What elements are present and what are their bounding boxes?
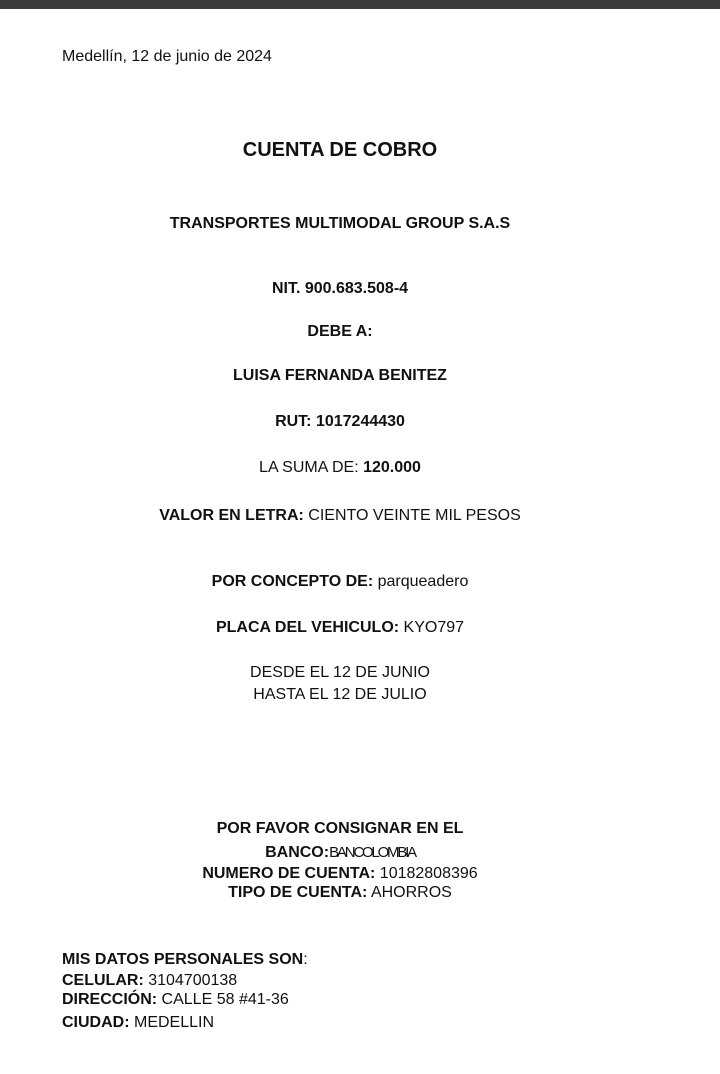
account-label: NUMERO DE CUENTA: xyxy=(202,865,376,882)
phone-label: CELULAR: xyxy=(62,972,144,989)
city-label: CIUDAD: xyxy=(62,1014,130,1031)
creditor-name: LUISA FERNANDA BENITEZ xyxy=(233,367,447,384)
personal-heading-suffix: : xyxy=(303,951,308,968)
period-to: HASTA EL 12 DE JULIO xyxy=(253,686,427,703)
account-type-line xyxy=(0,883,680,903)
amount-words-value: CIENTO VEINTE MIL PESOS xyxy=(303,507,521,524)
amount-words-line xyxy=(0,506,680,526)
bank-value: BANCOLOMBIA xyxy=(329,844,415,861)
account-type-value: AHORROS xyxy=(367,884,452,901)
plate-value: KYO797 xyxy=(399,619,465,636)
payment-intro: POR FAVOR CONSIGNAR EN EL xyxy=(216,820,464,837)
top-bar xyxy=(0,0,720,9)
plate-line xyxy=(0,618,680,638)
account-type-label: TIPO DE CUENTA: xyxy=(228,884,368,901)
account-value: 10182808396 xyxy=(375,865,478,882)
address-label: DIRECCIÓN: xyxy=(62,991,158,1008)
amount-words-label: VALOR EN LETRA: xyxy=(159,507,304,524)
amount-value: 120.000 xyxy=(363,459,421,476)
phone-value: 3104700138 xyxy=(143,972,238,989)
city-value: MEDELLIN xyxy=(129,1014,215,1031)
place-date: Medellín, 12 de junio de 2024 xyxy=(62,48,272,65)
document-title: CUENTA DE COBRO xyxy=(242,139,438,161)
plate-label: PLACA DEL VEHICULO: xyxy=(215,619,400,636)
company-nit: NIT. 900.683.508-4 xyxy=(271,280,409,297)
bank-line xyxy=(0,843,680,863)
amount-line xyxy=(0,458,680,478)
bank-label: BANCO: xyxy=(265,844,330,861)
address-line xyxy=(62,990,289,1010)
phone-line xyxy=(62,971,237,991)
personal-heading-line xyxy=(62,950,308,970)
concept-value: parqueadero xyxy=(373,573,469,590)
city-line xyxy=(62,1013,214,1033)
company-name: TRANSPORTES MULTIMODAL GROUP S.A.S xyxy=(169,215,511,232)
address-value: CALLE 58 #41-36 xyxy=(157,991,289,1008)
account-line xyxy=(0,864,680,884)
personal-heading: MIS DATOS PERSONALES SON xyxy=(62,951,304,968)
amount-label: LA SUMA DE: xyxy=(259,459,364,476)
concept-label: POR CONCEPTO DE: xyxy=(211,573,374,590)
period-from: DESDE EL 12 DE JUNIO xyxy=(250,664,430,681)
concept-line xyxy=(0,572,680,592)
debe-a-label: DEBE A: xyxy=(307,323,373,340)
creditor-rut: RUT: 1017244430 xyxy=(275,413,405,430)
